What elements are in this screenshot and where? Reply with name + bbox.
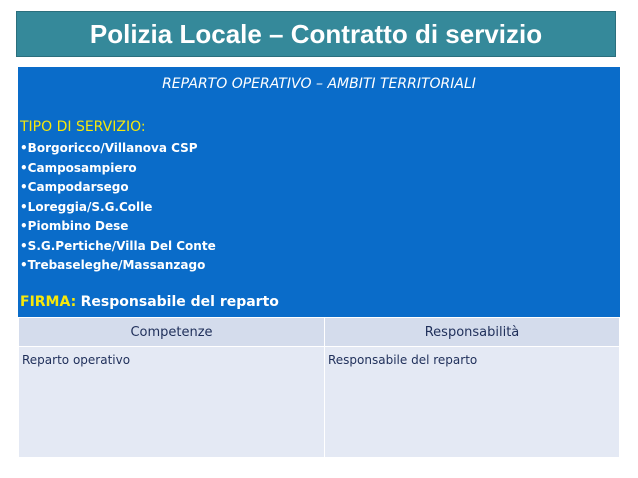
- signature-label: FIRMA:: [20, 294, 77, 310]
- operational-department-panel: [18, 67, 620, 317]
- bullet-icon: •: [20, 238, 28, 253]
- signature-value: Responsabile del reparto: [80, 294, 279, 310]
- table-cell: Responsabile del reparto: [325, 347, 620, 458]
- service-item-label: Loreggia/S.G.Colle: [27, 199, 153, 214]
- table-row: [19, 347, 620, 458]
- service-list: [20, 139, 216, 276]
- service-item: [20, 139, 216, 159]
- responsibility-table: [18, 317, 620, 458]
- service-item-label: Piombino Dese: [27, 219, 129, 233]
- slide-title: Polizia Locale – Contratto di servizio: [89, 18, 543, 49]
- service-item: [20, 178, 216, 198]
- service-item: [20, 217, 216, 237]
- service-item: [20, 256, 216, 276]
- bullet-icon: •: [20, 219, 28, 233]
- column-header-competenze: Competenze: [19, 318, 325, 347]
- bullet-icon: •: [20, 258, 28, 272]
- service-item-label: Campodarsego: [27, 180, 129, 194]
- service-item: [20, 198, 216, 218]
- bullet-icon: •: [20, 141, 28, 155]
- table-cell: Reparto operativo: [19, 347, 325, 458]
- service-item-label: S.G.Pertiche/Villa Del Conte: [27, 238, 216, 253]
- column-header-responsabilita: Responsabilità: [325, 318, 620, 347]
- service-item-label: Camposampiero: [27, 160, 137, 175]
- slide-title-bar: [16, 11, 616, 57]
- service-type-label: TIPO DI SERVIZIO:: [20, 119, 146, 135]
- service-item-label: Trebaseleghe/Massanzago: [27, 258, 206, 272]
- table-header-row: [19, 318, 620, 347]
- bullet-icon: •: [20, 180, 28, 194]
- bullet-icon: •: [20, 199, 28, 214]
- service-item-label: Borgoricco/Villanova CSP: [27, 141, 198, 155]
- service-item: [20, 237, 216, 257]
- bullet-icon: •: [20, 160, 28, 175]
- panel-heading: REPARTO OPERATIVO – AMBITI TERRITORIALI: [162, 76, 476, 92]
- signature-row: [20, 294, 279, 310]
- service-item: [20, 159, 216, 179]
